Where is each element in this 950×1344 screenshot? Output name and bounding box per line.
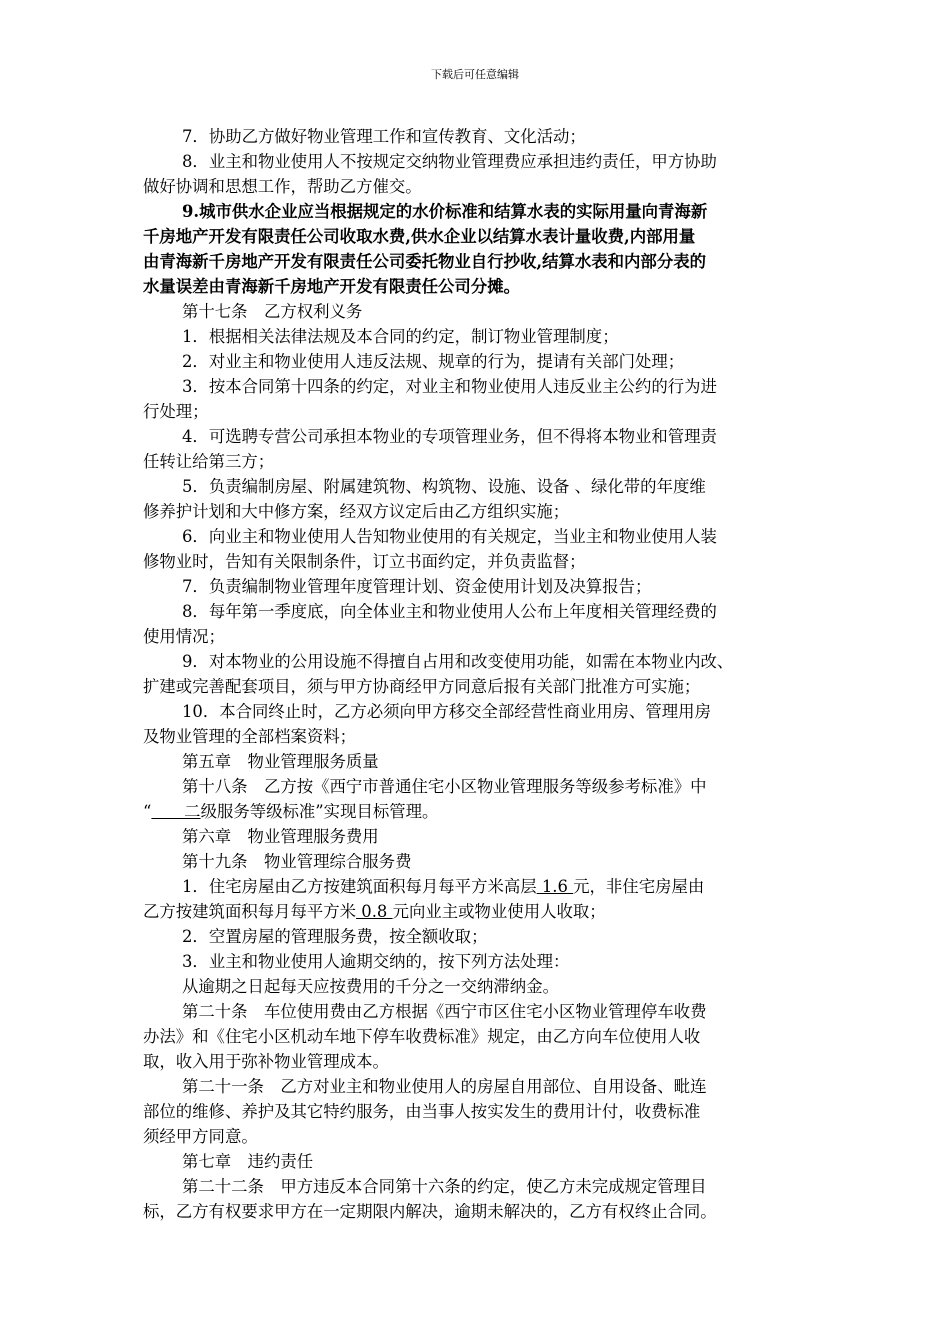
text-line: 第六章 物业管理服务费用 (182, 827, 379, 846)
text-line: 第十七条 乙方权利义务 (182, 302, 363, 321)
text-line: 3．按本合同第十四条的约定，对业主和物业使用人违反业主公约的行为进 (182, 377, 717, 396)
text-line: 使用情况； (143, 627, 225, 646)
text-line: 3．业主和物业使用人逾期交纳的，按下列方法处理： (182, 952, 570, 971)
text-line: 8．每年第一季度底，向全体业主和物业使用人公布上年度相关管理经费的 (182, 602, 717, 621)
underlined-value: 0.8 (356, 902, 393, 921)
text-line (143, 899, 813, 924)
text-line: 千房地产开发有限责任公司收取水费,供水企业以结算水表计量收费,内部用量 (143, 227, 696, 246)
text-segment: 1．住宅房屋由乙方按建筑面积每月每平方米高层 (182, 877, 537, 896)
text-line: 第十八条 乙方按《西宁市普通住宅小区物业管理服务等级参考标准》中 (182, 777, 707, 796)
text-line: 第二十条 车位使用费由乙方根据《西宁市区住宅小区物业管理停车收费 (182, 1002, 707, 1021)
text-line: 8．业主和物业使用人不按规定交纳物业管理费应承担违约责任，甲方协助 (182, 152, 717, 171)
text-line: 扩建或完善配套项目，须与甲方协商经甲方同意后报有关部门批准方可实施； (143, 677, 701, 696)
text-line: 7．负责编制物业管理年度管理计划、资金使用计划及决算报告； (182, 577, 652, 596)
text-line: 9.城市供水企业应当根据规定的水价标准和结算水表的实际用量向青海新 (182, 202, 708, 221)
text-line: 第十九条 物业管理综合服务费 (182, 852, 412, 871)
text-line: 6．向业主和物业使用人告知物业使用的有关规定，当业主和物业使用人装 (182, 527, 717, 546)
text-line: 做好协调和思想工作，帮助乙方催交。 (143, 177, 422, 196)
text-line: 从逾期之日起每天应按费用的千分之一交纳滞纳金。 (182, 977, 559, 996)
text-segment: 元向业主或物业使用人收取； (392, 902, 606, 921)
text-line: 修物业时，告知有关限制条件，订立书面约定，并负责监督； (143, 552, 586, 571)
text-line: 办法》和《住宅小区机动车地下停车收费标准》规定，由乙方向车位使用人收 (143, 1027, 701, 1046)
text-line: 由青海新千房地产开发有限责任公司委托物业自行抄收,结算水表和内部分表的 (143, 252, 706, 271)
text-line: 任转让给第三方； (143, 452, 275, 471)
text-line: 7．协助乙方做好物业管理工作和宣传教育、文化活动； (182, 127, 586, 146)
text-line: 4．可选聘专营公司承担本物业的专项管理业务，但不得将本物业和管理责 (182, 427, 717, 446)
text-line: 行处理； (143, 402, 209, 421)
text-segment: 元，非住宅房屋由 (573, 877, 705, 896)
text-line: 5．负责编制房屋、附属建筑物、构筑物、设施、设备 、绿化带的年度维 (182, 477, 706, 496)
text-line: 第二十二条 甲方违反本合同第十六条的约定，使乙方未完成规定管理目 (182, 1177, 707, 1196)
text-segment: “ (143, 802, 152, 821)
text-line: 9．对本物业的公用设施不得擅自占用和改变使用功能，如需在本物业内改、 (182, 652, 734, 671)
text-line: 2．空置房屋的管理服务费，按全额收取； (182, 927, 488, 946)
text-segment: 乙方按建筑面积每月每平方米 (143, 902, 357, 921)
text-line: 第五章 物业管理服务质量 (182, 752, 379, 771)
text-line: 及物业管理的全部档案资料； (143, 727, 357, 746)
text-line: 水量误差由青海新千房地产开发有限责任公司分摊。 (143, 277, 520, 296)
underlined-value: 1.6 (536, 877, 574, 896)
text-line (143, 799, 813, 824)
text-line: 1．根据相关法律法规及本合同的约定，制订物业管理制度； (182, 327, 619, 346)
document-body (143, 124, 813, 1224)
text-segment: 级服务等级标准”实现目标管理。 (200, 802, 439, 821)
text-line: 修养护计划和大中修方案，经双方议定后由乙方组织实施； (143, 502, 570, 521)
text-line: 须经甲方同意。 (143, 1127, 258, 1146)
text-line: 取，收入用于弥补物业管理成本。 (143, 1052, 389, 1071)
text-line: 标，乙方有权要求甲方在一定期限内解决，逾期未解决的，乙方有权终止合同。 (143, 1202, 717, 1221)
text-line: 部位的维修、养护及其它特约服务，由当事人按实发生的费用计付，收费标准 (143, 1102, 701, 1121)
underlined-value: 二 (151, 802, 201, 821)
text-line: 第七章 违约责任 (182, 1152, 314, 1171)
text-line: 10．本合同终止时，乙方必须向甲方移交全部经营性商业用房、管理用房 (182, 702, 711, 721)
page-header: 下载后可任意编辑 (431, 68, 519, 81)
text-line: 第二十一条 乙方对业主和物业使用人的房屋自用部位、自用设备、毗连 (182, 1077, 707, 1096)
text-line (143, 874, 813, 899)
text-line: 2．对业主和物业使用人违反法规、规章的行为，提请有关部门处理； (182, 352, 685, 371)
